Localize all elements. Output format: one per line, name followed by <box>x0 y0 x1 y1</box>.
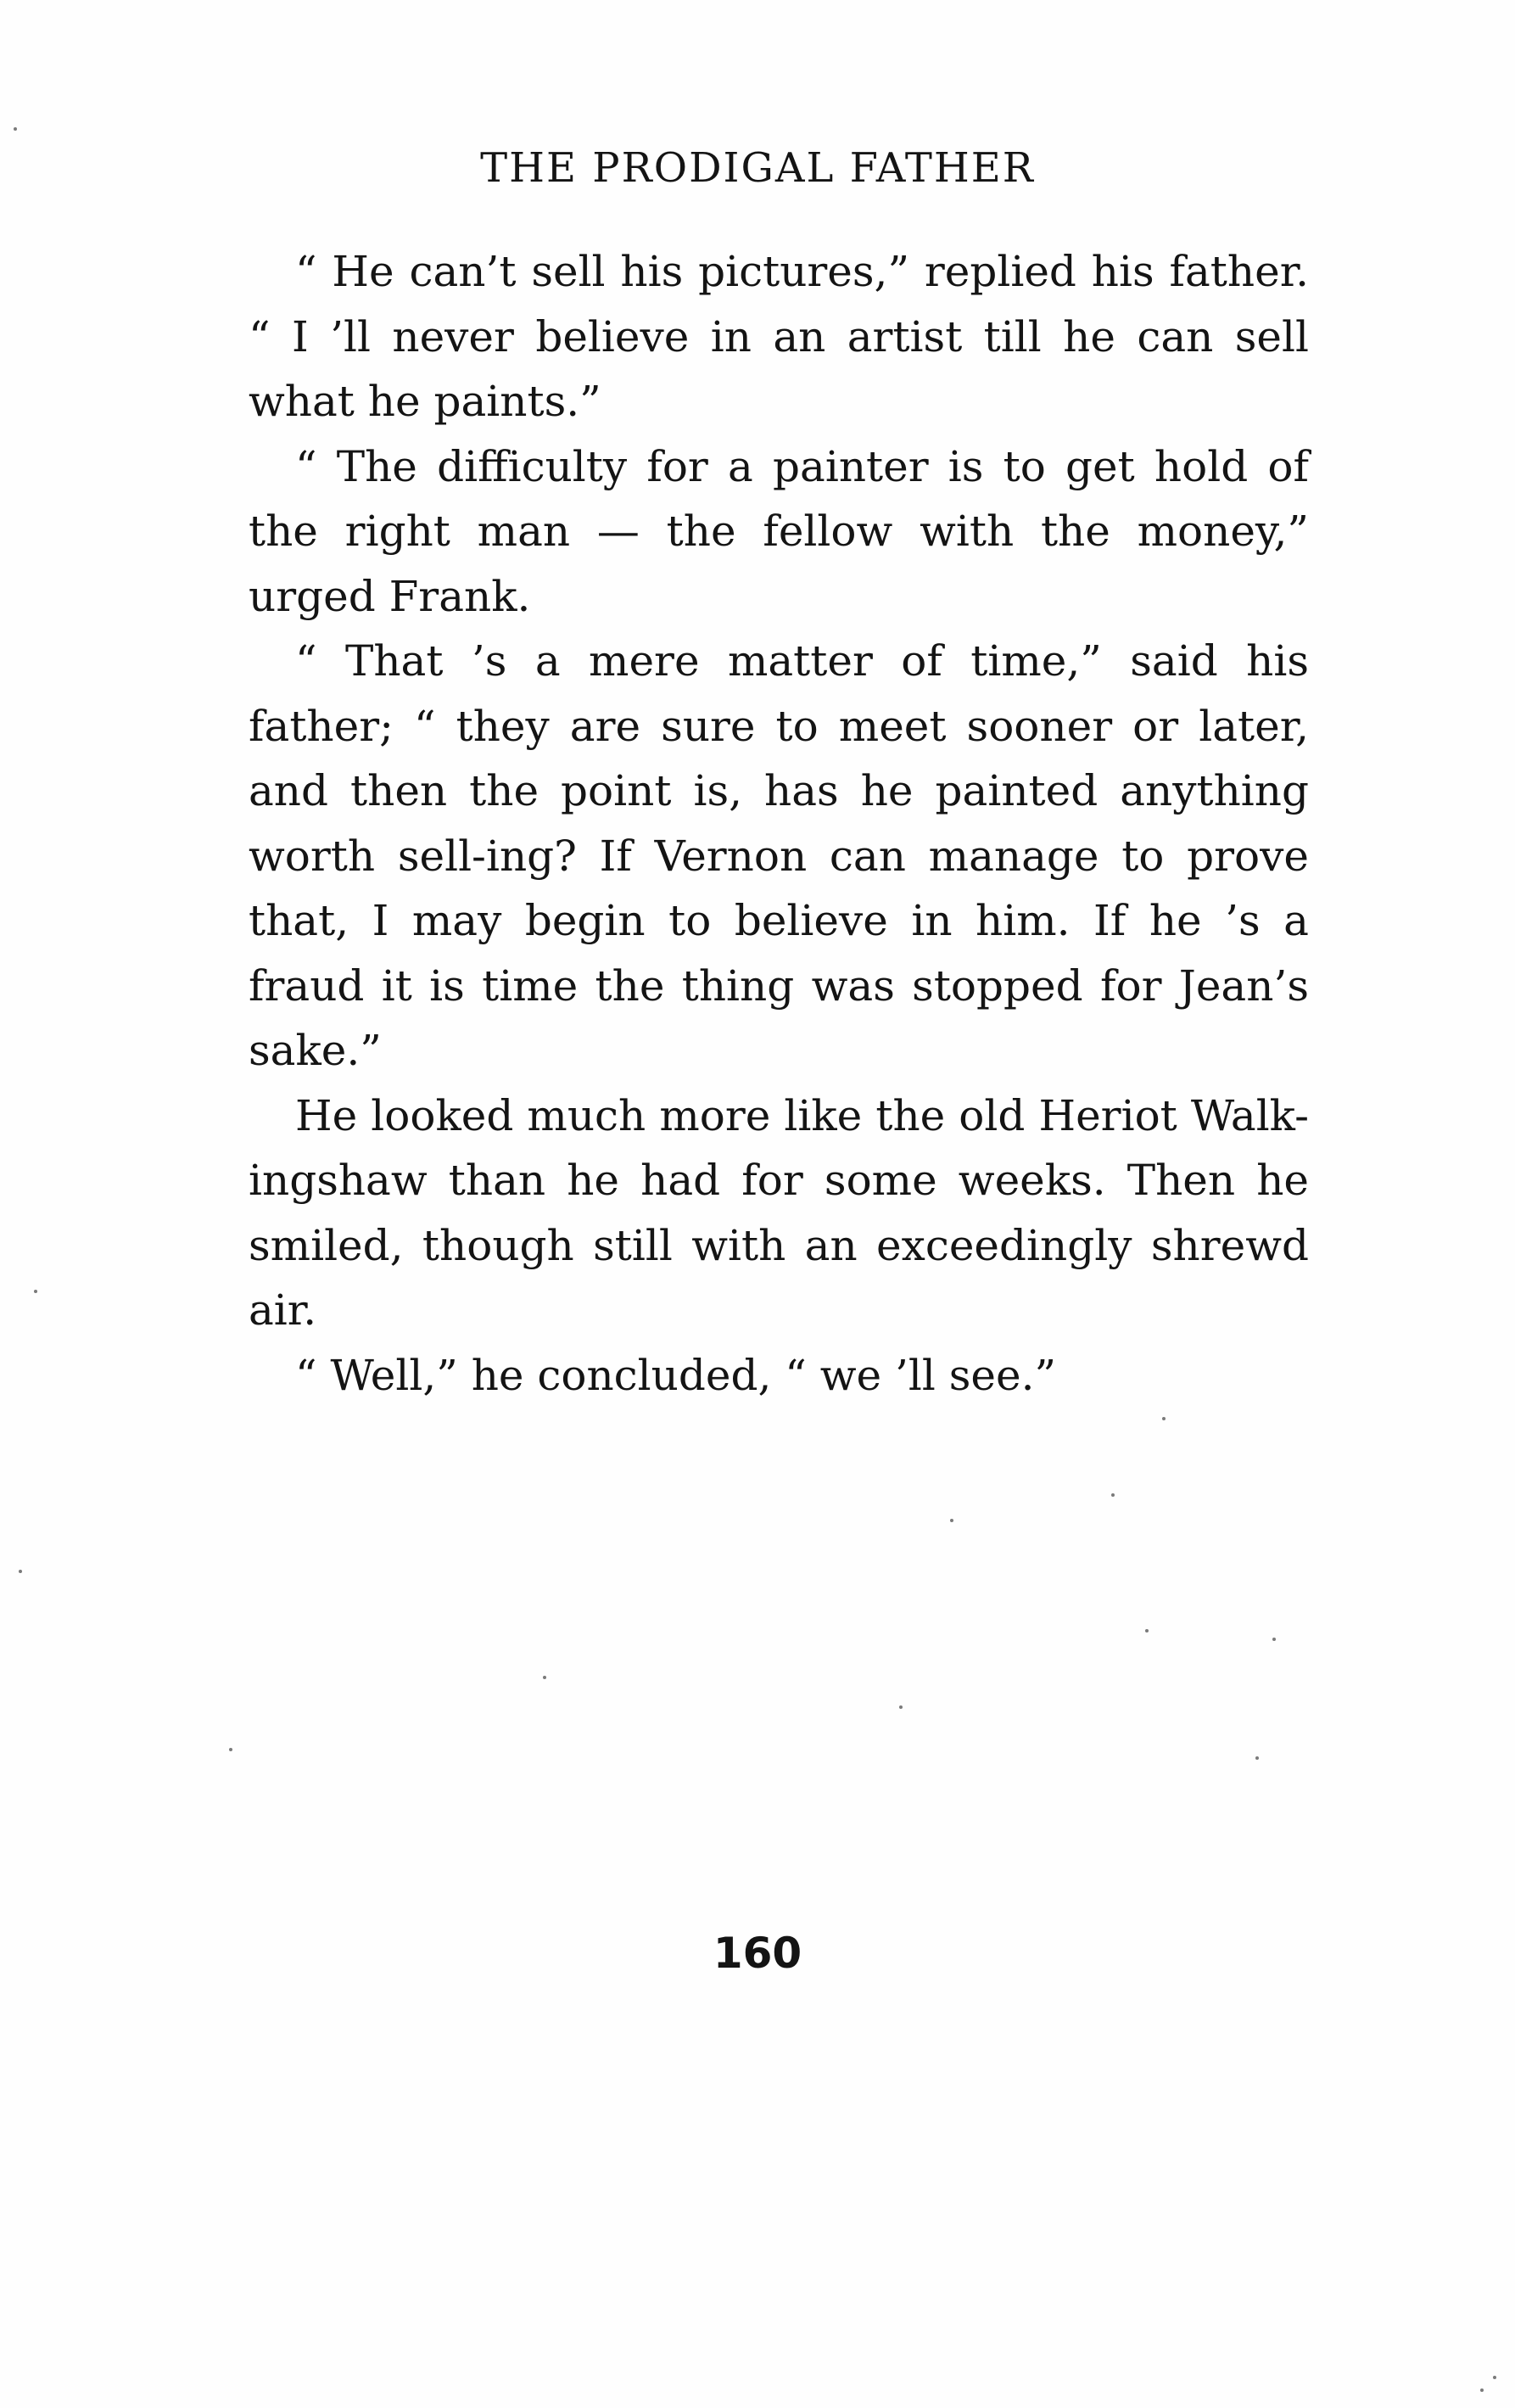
scan-speck <box>899 1705 903 1709</box>
paragraph-4: He looked much more like the old Heriot Walk-ingshaw than he had for some weeks. Then he smiled, though still with an exceedingly shrewd air. <box>249 1090 1309 1335</box>
scan-speck <box>14 127 17 131</box>
paragraph-5: “ Well,” he concluded, “ we ’ll see.” <box>295 1350 1057 1400</box>
paragraph-1: “ He can’t sell his pictures,” replied his father. “ I ’ll never believe in an artist till he can sell what he paints.” <box>249 247 1309 426</box>
scan-speck <box>1480 2388 1484 2392</box>
scan-speck <box>1255 1756 1259 1760</box>
scan-speck <box>1162 1417 1166 1420</box>
scan-speck <box>1145 1629 1149 1632</box>
body-text <box>249 239 1309 1408</box>
paragraph-3: “ That ’s a mere matter of time,” said his father; “ they are sure to meet sooner or later, and then the point is, has he painted anything worth sell-ing? If Vernon can manage to prove that, I may begin to believe in him. If he ’s a fraud it is time the thing was stopped for Jean’s sake.” <box>249 636 1309 1075</box>
scan-speck <box>1111 1493 1115 1497</box>
scan-speck <box>1272 1638 1276 1641</box>
running-head: THE PRODIGAL FATHER <box>480 144 1035 192</box>
scan-speck <box>19 1570 22 1573</box>
scan-speck <box>543 1676 546 1679</box>
page-number: 160 <box>713 1929 802 1978</box>
scan-speck <box>229 1748 232 1751</box>
scan-speck <box>1493 2376 1496 2379</box>
scan-speck <box>34 1290 37 1293</box>
scan-speck <box>950 1519 953 1522</box>
paragraph-2: “ The difficulty for a painter is to get hold of the right man — the fellow with the money,” urged Frank. <box>249 441 1309 621</box>
